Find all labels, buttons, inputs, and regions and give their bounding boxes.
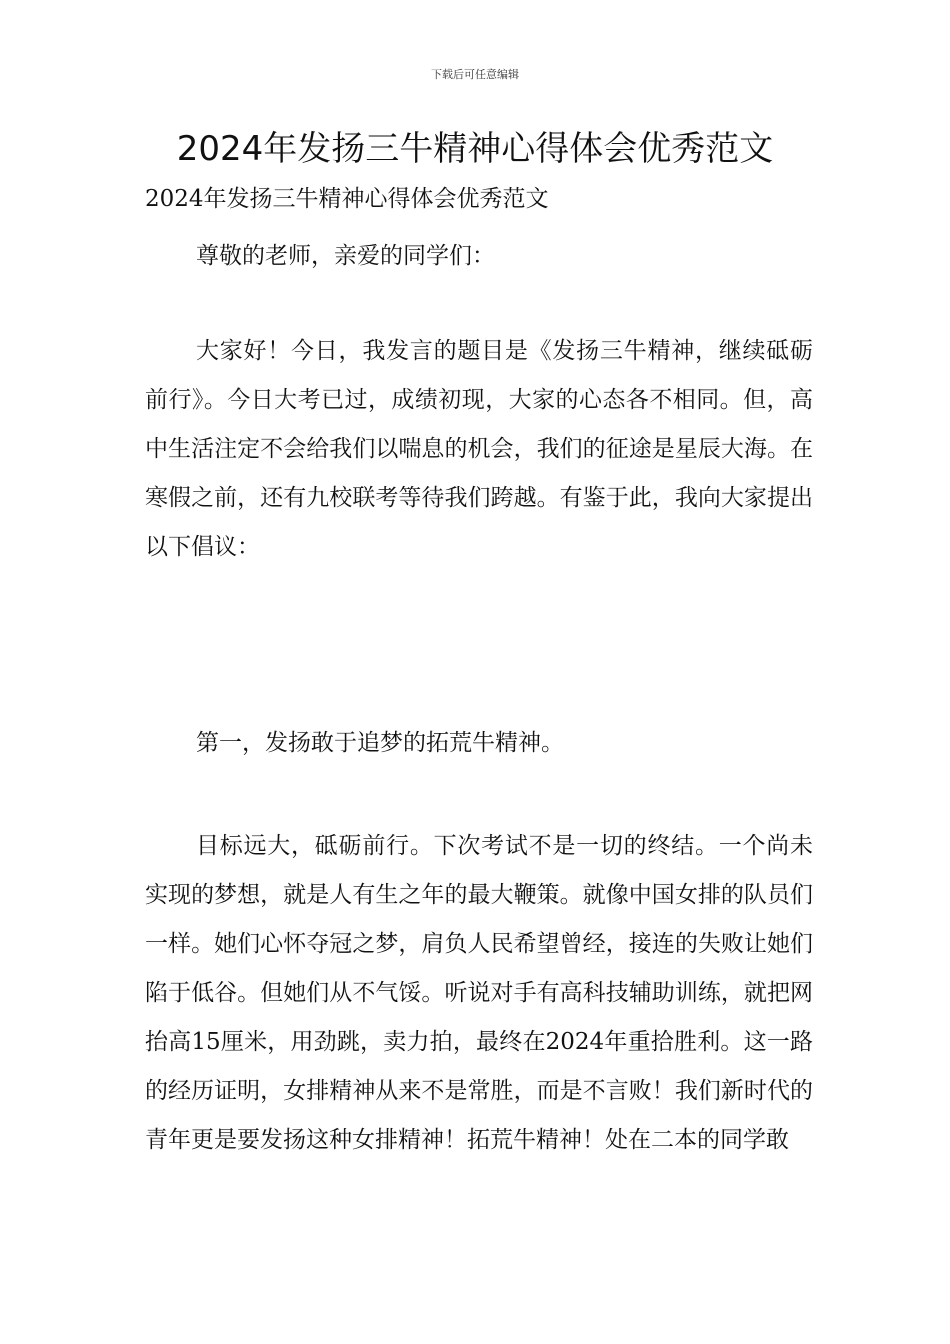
greeting-paragraph: 尊敬的老师，亲爱的同学们： bbox=[196, 243, 495, 269]
header-note: 下载后可任意编辑 bbox=[431, 68, 519, 81]
section-heading-1: 第一，发扬敢于追梦的拓荒牛精神。 bbox=[196, 730, 564, 756]
document-title: 2024年发扬三牛精神心得体会优秀范文 bbox=[176, 129, 774, 169]
document-subtitle: 2024年发扬三牛精神心得体会优秀范文 bbox=[145, 186, 549, 212]
body-paragraph: 目标远大，砥砺前行。下次考试不是一切的终结。一个尚未实现的梦想，就是人有生之年的最大鞭策。就像中国女排的队员们一样。她们心怀夺冠之梦，肩负人民希望曾经，接连的失败让她们陷于低谷。但她们从不气馁。听说对手有高科技辅助训练，就把网抬高15厘米，用劲跳，卖力拍，最终在2024年重拾胜利。这一路的经历证明，女排精神从来不是常胜，而是不言败！我们新时代的青年更是要发扬这种女排精神！拓荒牛精神！处在二本的同学敢 bbox=[145, 833, 813, 1153]
intro-paragraph: 大家好！今日，我发言的题目是《发扬三牛精神，继续砥砺前行》。今日大考已过，成绩初现，大家的心态各不相同。但，高中生活注定不会给我们以喘息的机会，我们的征途是星辰大海。在寒假之前，还有九校联考等待我们跨越。有鉴于此，我向大家提出以下倡议： bbox=[145, 338, 813, 560]
